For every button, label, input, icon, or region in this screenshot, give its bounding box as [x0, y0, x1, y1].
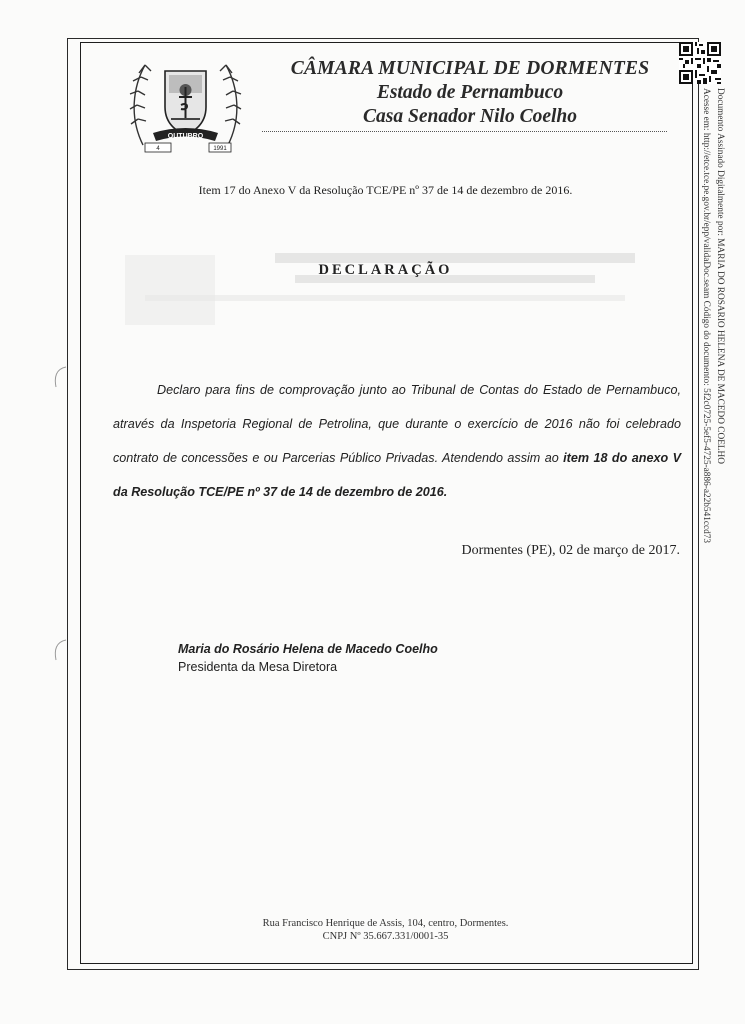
- declaration-body: [113, 373, 681, 509]
- signature-block: [178, 640, 438, 676]
- declaration-text: Declaro para fins de comprovação junto ao Tribunal de Contas do Estado de Pernambuco, através da Inspetoria Regional de Petrolina, que durante o exercício de 2016 não foi celebrado contrato de concessões e ou Parcerias Público Privadas. Atendendo assim ao: [113, 383, 681, 465]
- house-name: Casa Senador Nilo Coelho: [363, 106, 577, 127]
- signatory-name: Maria do Rosário Helena de Macedo Coelho: [178, 642, 438, 656]
- place-and-date: Dormentes (PE), 02 de março de 2017.: [461, 543, 680, 558]
- qr-code-icon: [679, 42, 721, 84]
- punch-hole-mark: [52, 365, 68, 389]
- crest-year-text: 1991: [213, 146, 227, 152]
- header-divider: [262, 131, 667, 132]
- letterhead-titles: [270, 57, 670, 129]
- footer-address: Rua Francisco Henrique de Assis, 104, centro, Dormentes.: [262, 918, 509, 929]
- footer-cnpj: CNPJ Nº 35.667.331/0001-35: [322, 931, 449, 942]
- declaration-heading: DECLARAÇÃO: [318, 262, 453, 278]
- declaration-text-bold: item 18 do anexo V da Resolução TCE/PE nº 37 de 14 de dezembro de 2016.: [113, 451, 681, 499]
- crest-banner-text: OUTUBRO: [167, 133, 204, 140]
- footer: [80, 917, 691, 943]
- institution-title: CÂMARA MUNICIPAL DE DORMENTES: [290, 58, 650, 79]
- digital-signature-line: Documento Assinado Digitalmente por: MARIA DO ROSARIO HELENA DE MACEDO COELHO: [715, 88, 725, 464]
- letterhead: [120, 55, 680, 155]
- bleed-through-marks: [105, 235, 665, 335]
- punch-hole-mark: [52, 638, 68, 662]
- validation-link-line: Acesse em: http://etce.tce.pe.gov.br/epp/validaDoc.seam Código do documento: 5f2c0725-5ef5-4725-a886-a22b541ccd73: [701, 88, 711, 544]
- crest-day-text: 4: [156, 146, 160, 152]
- resolution-reference: Item 17 do Anexo V da Resolução TCE/PE nº 37 de 14 de dezembro de 2016.: [198, 183, 573, 197]
- digital-signature-note: [701, 88, 726, 568]
- state-name: Estado de Pernambuco: [376, 82, 564, 103]
- municipal-coat-of-arms-icon: [123, 57, 248, 157]
- signatory-role: Presidenta da Mesa Diretora: [178, 660, 338, 674]
